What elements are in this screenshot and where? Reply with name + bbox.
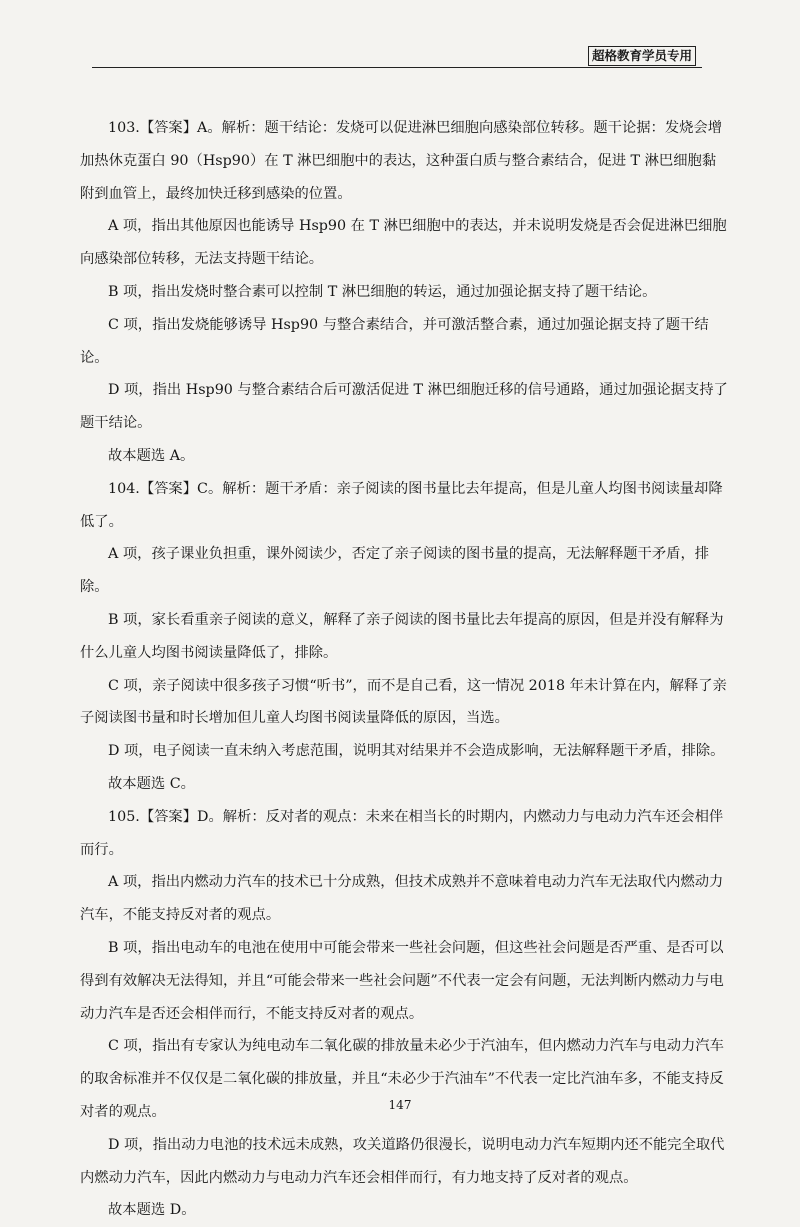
answer-explanations	[80, 112, 730, 1227]
paragraph-q103-conclusion: 故本题选 A。	[108, 447, 195, 464]
page-number: 147	[388, 1098, 412, 1112]
paragraph-q104-option-a: A 项，孩子课业负担重，课外阅读少，否定了亲子阅读的图书量的提高，无法解释题干矛盾，排除。	[80, 546, 710, 596]
paragraph-q103-answer: 103.【答案】A。解析：题干结论：发烧可以促进淋巴细胞向感染部位转移。题干论据：发烧会增加热休克蛋白 90（Hsp90）在 T 淋巴细胞中的表达，这种蛋白质与整合素结合，促进 T 淋巴细胞黏附到血管上，最终加快迁移到感染的位置。	[80, 120, 723, 202]
paragraph-q105-option-a: A 项，指出内燃动力汽车的技术已十分成熟，但技术成熟并不意味着电动力汽车无法取代内燃动力汽车，不能支持反对者的观点。	[80, 874, 724, 924]
paragraph-q104-conclusion: 故本题选 C。	[108, 775, 195, 792]
paragraph-q103-option-c: C 项，指出发烧能够诱导 Hsp90 与整合素结合，并可激活整合素，通过加强论据支持了题干结论。	[80, 316, 709, 366]
paragraph-q104-option-b: B 项，家长看重亲子阅读的意义，解释了亲子阅读的图书量比去年提高的原因，但是并没有解释为什么儿童人均图书阅读量降低了，排除。	[80, 611, 724, 661]
paragraph-q104-answer: 104.【答案】C。解析：题干矛盾：亲子阅读的图书量比去年提高，但是儿童人均图书阅读量却降低了。	[80, 480, 723, 530]
paragraph-q105-option-c: C 项，指出有专家认为纯电动车二氧化碳的排放量未必少于汽油车，但内燃动力汽车与电动力汽车的取舍标准并不仅仅是二氧化碳的排放量，并且“未必少于汽油车”不代表一定比汽油车多，不能支持反对者的观点。	[80, 1038, 724, 1120]
paragraph-q103-option-a: A 项，指出其他原因也能诱导 Hsp90 在 T 淋巴细胞中的表达，并未说明发烧是否会促进淋巴细胞向感染部位转移，无法支持题干结论。	[80, 218, 727, 268]
header-badge: 超格教育学员专用	[588, 46, 696, 66]
paragraph-q103-option-d: D 项，指出 Hsp90 与整合素结合后可激活促进 T 淋巴细胞迁移的信号通路，通过加强论据支持了题干结论。	[80, 382, 728, 432]
paragraph-q105-conclusion: 故本题选 D。	[108, 1202, 196, 1219]
paragraph-q104-option-d: D 项，电子阅读一直未纳入考虑范围，说明其对结果并不会造成影响，无法解释题干矛盾，排除。	[108, 743, 725, 760]
paragraph-q105-option-d: D 项，指出动力电池的技术远未成熟，攻关道路仍很漫长，说明电动力汽车短期内还不能完全取代内燃动力汽车，因此内燃动力与电动力汽车还会相伴而行，有力地支持了反对者的观点。	[80, 1136, 725, 1186]
paragraph-q105-answer: 105.【答案】D。解析：反对者的观点：未来在相当长的时期内，内燃动力与电动力汽车还会相伴而行。	[80, 808, 724, 858]
paragraph-q103-option-b: B 项，指出发烧时整合素可以控制 T 淋巴细胞的转运，通过加强论据支持了题干结论。	[108, 283, 657, 300]
paragraph-q104-option-c: C 项，亲子阅读中很多孩子习惯“听书”，而不是自己看，这一情况 2018 年未计算在内，解释了亲子阅读图书量和时长增加但儿童人均图书阅读量降低的原因，当选。	[80, 677, 727, 727]
header-rule	[92, 67, 702, 68]
paragraph-q105-option-b: B 项，指出电动车的电池在使用中可能会带来一些社会问题，但这些社会问题是否严重、是否可以得到有效解决无法得知，并且“可能会带来一些社会问题”不代表一定会有问题，无法判断内燃动力与电动力汽车是否还会相伴而行，不能支持反对者的观点。	[80, 939, 724, 1022]
